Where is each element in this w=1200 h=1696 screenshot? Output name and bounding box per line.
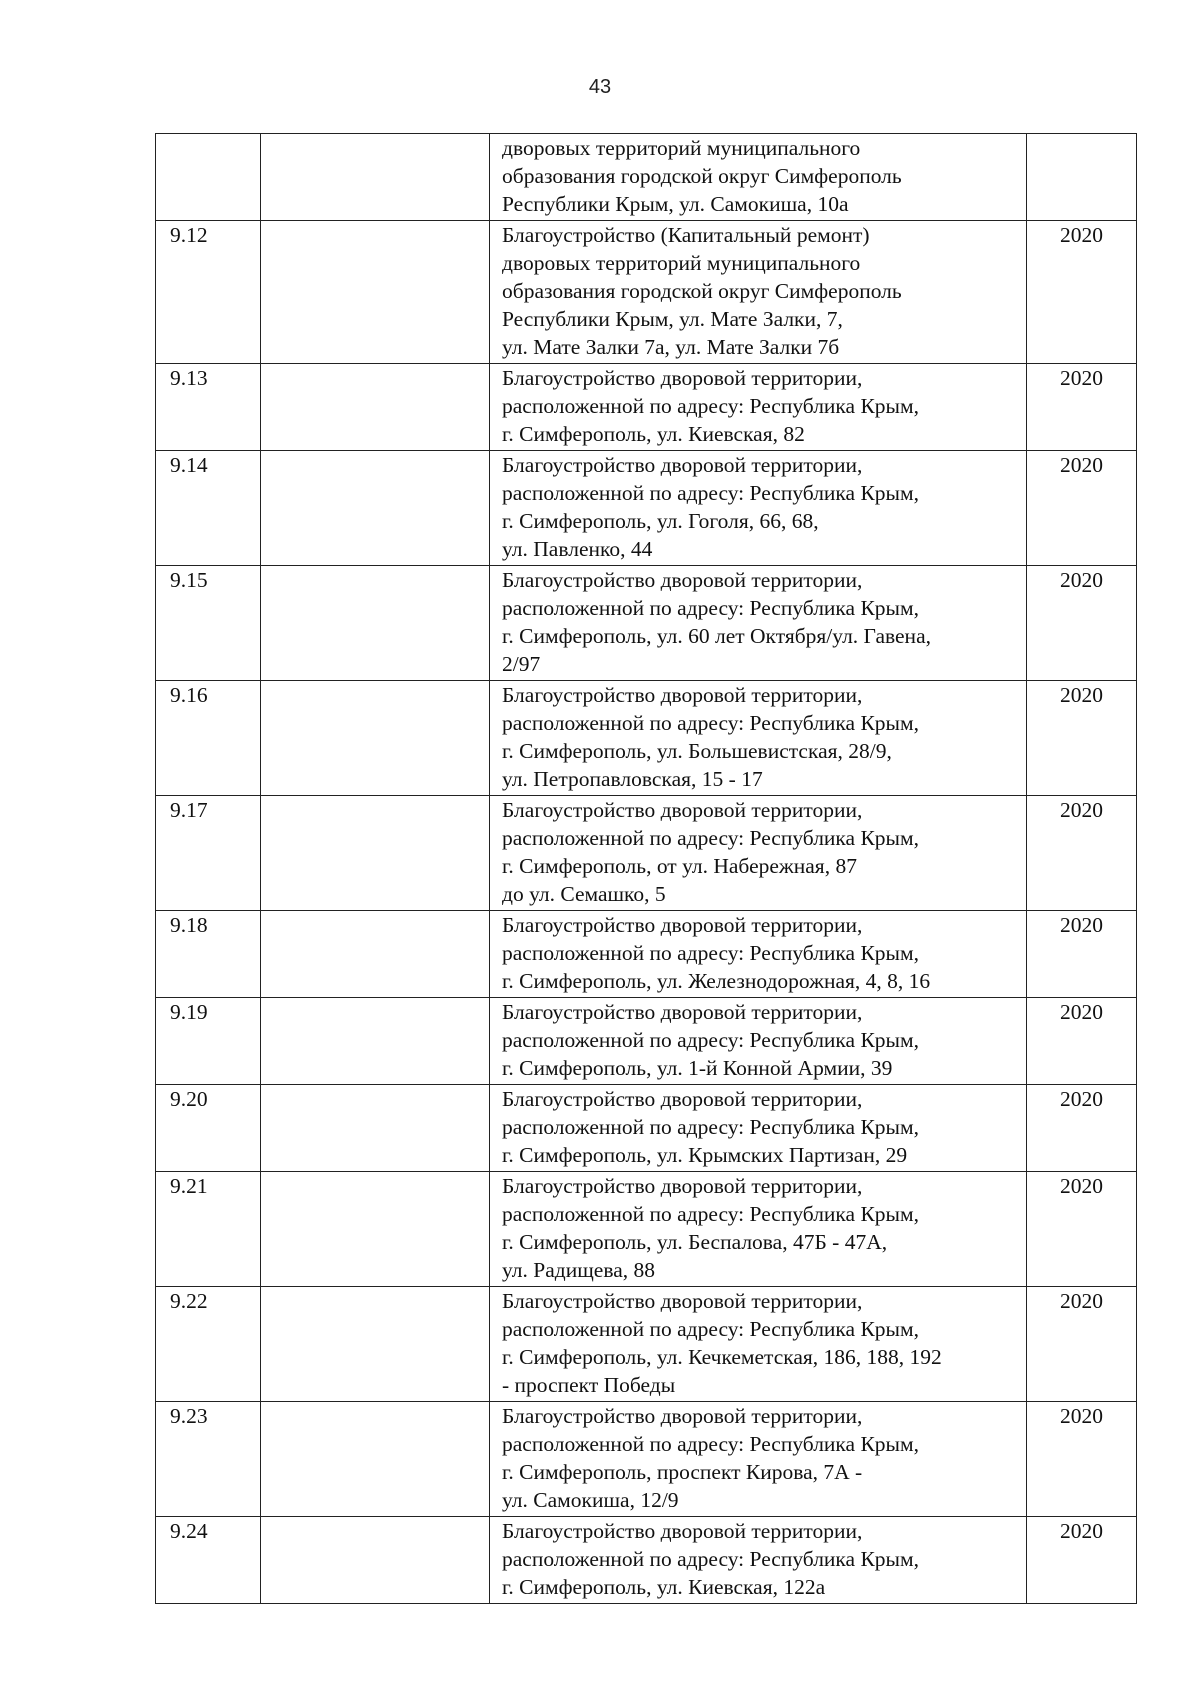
row-number: 9.13 bbox=[156, 364, 261, 451]
row-description bbox=[490, 364, 1027, 451]
row-year: 2020 bbox=[1027, 1517, 1137, 1604]
row-number: 9.21 bbox=[156, 1172, 261, 1287]
description-line: расположенной по адресу: Республика Крым, bbox=[502, 1115, 919, 1139]
blank-cell bbox=[261, 221, 490, 364]
description-line: дворовых территорий муниципального bbox=[502, 136, 861, 160]
blank-cell bbox=[261, 566, 490, 681]
table-row bbox=[156, 566, 1137, 681]
description-line: г. Симферополь, ул. Киевская, 82 bbox=[502, 422, 805, 446]
row-description bbox=[490, 1172, 1027, 1287]
description-line: ул. Мате Залки 7а, ул. Мате Залки 7б bbox=[502, 335, 840, 359]
row-number: 9.20 bbox=[156, 1085, 261, 1172]
table-row bbox=[156, 796, 1137, 911]
row-number: 9.24 bbox=[156, 1517, 261, 1604]
table-body bbox=[156, 134, 1137, 1604]
row-year: 2020 bbox=[1027, 796, 1137, 911]
row-year: 2020 bbox=[1027, 221, 1137, 364]
row-year: 2020 bbox=[1027, 566, 1137, 681]
description-line: г. Симферополь, проспект Кирова, 7А - bbox=[502, 1460, 863, 1484]
description-line: Благоустройство дворовой территории, bbox=[502, 1289, 863, 1313]
blank-cell bbox=[261, 364, 490, 451]
blank-cell bbox=[261, 1085, 490, 1172]
description-line: ул. Самокиша, 12/9 bbox=[502, 1488, 679, 1512]
description-line: 2/97 bbox=[502, 652, 541, 676]
blank-cell bbox=[261, 796, 490, 911]
row-description bbox=[490, 911, 1027, 998]
row-description bbox=[490, 566, 1027, 681]
description-line: расположенной по адресу: Республика Крым, bbox=[502, 1317, 919, 1341]
description-line: расположенной по адресу: Республика Крым, bbox=[502, 711, 919, 735]
description-line: образования городской округ Симферополь bbox=[502, 164, 902, 188]
description-line: Благоустройство дворовой территории, bbox=[502, 1404, 863, 1428]
description-line: г. Симферополь, ул. Кечкеметская, 186, 188, 192 bbox=[502, 1345, 942, 1369]
row-description bbox=[490, 451, 1027, 566]
row-year bbox=[1027, 134, 1137, 221]
description-line: ул. Петропавловская, 15 - 17 bbox=[502, 767, 763, 791]
blank-cell bbox=[261, 1517, 490, 1604]
description-line: расположенной по адресу: Республика Крым, bbox=[502, 941, 919, 965]
blank-cell bbox=[261, 1287, 490, 1402]
description-line: г. Симферополь, ул. Большевистская, 28/9, bbox=[502, 739, 892, 763]
blank-cell bbox=[261, 998, 490, 1085]
row-number: 9.16 bbox=[156, 681, 261, 796]
description-line: расположенной по адресу: Республика Крым, bbox=[502, 1202, 919, 1226]
row-description bbox=[490, 998, 1027, 1085]
description-line: расположенной по адресу: Республика Крым, bbox=[502, 1432, 919, 1456]
row-description bbox=[490, 1287, 1027, 1402]
table-row bbox=[156, 681, 1137, 796]
description-line: Благоустройство дворовой территории, bbox=[502, 913, 863, 937]
row-number: 9.14 bbox=[156, 451, 261, 566]
row-number: 9.18 bbox=[156, 911, 261, 998]
row-year: 2020 bbox=[1027, 1085, 1137, 1172]
blank-cell bbox=[261, 681, 490, 796]
row-year: 2020 bbox=[1027, 1172, 1137, 1287]
row-description bbox=[490, 134, 1027, 221]
description-line: г. Симферополь, ул. Крымских Партизан, 29 bbox=[502, 1143, 908, 1167]
row-number: 9.15 bbox=[156, 566, 261, 681]
description-line: дворовых территорий муниципального bbox=[502, 251, 861, 275]
description-line: образования городской округ Симферополь bbox=[502, 279, 902, 303]
row-description bbox=[490, 221, 1027, 364]
description-line: г. Симферополь, ул. Железнодорожная, 4, 8, 16 bbox=[502, 969, 931, 993]
description-line: расположенной по адресу: Республика Крым, bbox=[502, 1028, 919, 1052]
blank-cell bbox=[261, 1172, 490, 1287]
row-number: 9.23 bbox=[156, 1402, 261, 1517]
blank-cell bbox=[261, 451, 490, 566]
description-line: Благоустройство дворовой территории, bbox=[502, 568, 863, 592]
row-year: 2020 bbox=[1027, 911, 1137, 998]
description-line: Благоустройство дворовой территории, bbox=[502, 453, 863, 477]
description-line: расположенной по адресу: Республика Крым, bbox=[502, 1547, 919, 1571]
row-description bbox=[490, 1402, 1027, 1517]
table-row bbox=[156, 451, 1137, 566]
description-line: Республики Крым, ул. Самокиша, 10а bbox=[502, 192, 849, 216]
description-line: г. Симферополь, ул. 60 лет Октября/ул. Гавена, bbox=[502, 624, 931, 648]
blank-cell bbox=[261, 911, 490, 998]
description-line: Благоустройство (Капитальный ремонт) bbox=[502, 223, 870, 247]
description-line: до ул. Семашко, 5 bbox=[502, 882, 666, 906]
table-row bbox=[156, 998, 1137, 1085]
blank-cell bbox=[261, 1402, 490, 1517]
row-year: 2020 bbox=[1027, 681, 1137, 796]
row-description bbox=[490, 681, 1027, 796]
description-line: Благоустройство дворовой территории, bbox=[502, 366, 863, 390]
description-line: Благоустройство дворовой территории, bbox=[502, 798, 863, 822]
row-description bbox=[490, 796, 1027, 911]
description-line: ул. Павленко, 44 bbox=[502, 537, 653, 561]
row-number: 9.17 bbox=[156, 796, 261, 911]
description-line: Благоустройство дворовой территории, bbox=[502, 683, 863, 707]
description-line: г. Симферополь, ул. 1-й Конной Армии, 39 bbox=[502, 1056, 893, 1080]
description-line: Благоустройство дворовой территории, bbox=[502, 1087, 863, 1111]
description-line: Благоустройство дворовой территории, bbox=[502, 1519, 863, 1543]
table-row bbox=[156, 134, 1137, 221]
description-line: Республики Крым, ул. Мате Залки, 7, bbox=[502, 307, 843, 331]
row-description bbox=[490, 1085, 1027, 1172]
description-line: расположенной по адресу: Республика Крым, bbox=[502, 481, 919, 505]
page-number: 43 bbox=[588, 76, 612, 98]
table-row bbox=[156, 364, 1137, 451]
row-year: 2020 bbox=[1027, 364, 1137, 451]
row-year: 2020 bbox=[1027, 1287, 1137, 1402]
description-line: г. Симферополь, ул. Гоголя, 66, 68, bbox=[502, 509, 819, 533]
program-table bbox=[155, 133, 1137, 1604]
row-year: 2020 bbox=[1027, 451, 1137, 566]
description-line: расположенной по адресу: Республика Крым, bbox=[502, 394, 919, 418]
description-line: г. Симферополь, ул. Беспалова, 47Б - 47А, bbox=[502, 1230, 888, 1254]
row-number: 9.22 bbox=[156, 1287, 261, 1402]
row-year: 2020 bbox=[1027, 998, 1137, 1085]
description-line: расположенной по адресу: Республика Крым, bbox=[502, 596, 919, 620]
table-row bbox=[156, 911, 1137, 998]
table-row bbox=[156, 1172, 1137, 1287]
table-row bbox=[156, 1085, 1137, 1172]
row-number: 9.19 bbox=[156, 998, 261, 1085]
description-line: ул. Радищева, 88 bbox=[502, 1258, 655, 1282]
table-row bbox=[156, 1517, 1137, 1604]
description-line: г. Симферополь, ул. Киевская, 122а bbox=[502, 1575, 826, 1599]
description-line: - проспект Победы bbox=[502, 1373, 676, 1397]
description-line: расположенной по адресу: Республика Крым, bbox=[502, 826, 919, 850]
row-description bbox=[490, 1517, 1027, 1604]
description-line: Благоустройство дворовой территории, bbox=[502, 1000, 863, 1024]
description-line: г. Симферополь, от ул. Набережная, 87 bbox=[502, 854, 857, 878]
table-row bbox=[156, 221, 1137, 364]
table-row bbox=[156, 1402, 1137, 1517]
blank-cell bbox=[261, 134, 490, 221]
row-number bbox=[156, 134, 261, 221]
description-line: Благоустройство дворовой территории, bbox=[502, 1174, 863, 1198]
row-year: 2020 bbox=[1027, 1402, 1137, 1517]
table-row bbox=[156, 1287, 1137, 1402]
row-number: 9.12 bbox=[156, 221, 261, 364]
